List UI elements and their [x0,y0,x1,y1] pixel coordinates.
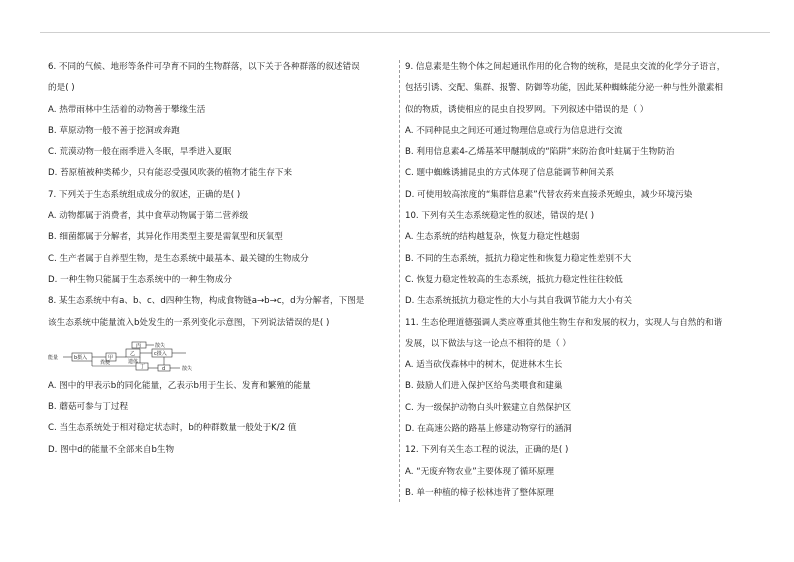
text-line: A. 热带雨林中生活着的动物善于攀缘生活 [48,104,206,115]
label-jia: 甲 [108,354,114,361]
text-line: D. 生态系统抵抗力稳定性的大小与其自我调节能力大小有关 [405,296,632,307]
text-line: B. 鼓励人们进入保护区给鸟类喂食和建巢 [405,381,563,392]
label-bing: 丙 [136,342,142,349]
text-line: B. 利用信息素4-乙烯基苯甲醚制成的“陷阱”来防治食叶蛀属于生物防治 [405,147,675,158]
energy-flow-diagram [48,339,390,377]
text-line: A. 不同种昆虫之间还可通过物理信息或行为信息进行交流 [405,125,623,136]
label-d: d [162,365,166,372]
text-line: 发展，以下做法与这一论点不相符的是（ ） [405,338,572,349]
text-line: A. 生态系统的结构越复杂，恢复力稳定性越弱 [405,232,580,243]
text-line: C. 荒漠动物一般在雨季进入冬眠，旱季进入夏眠 [48,147,232,158]
text-line: 12. 下列有关生态工程的说法，正确的是( ) [405,445,569,456]
left-column [48,62,390,466]
text-line: 11. 生态伦理道德强调人类应尊重其他生物生存和发展的权力，实现人与自然的和谐 [405,317,723,328]
column-divider [399,60,400,502]
text-line: C. 为一级保护动物白头叶猴建立自然保护区 [405,402,572,413]
text-line: D. 一种生物只能属于生态系统中的一种生物成分 [48,274,232,285]
text-line: A. 适当砍伐森林中的树木，促进林木生长 [405,360,563,371]
right-column [405,62,773,509]
label-ding: 丁 [140,363,146,370]
text-line: D. 苔原植被种类稀少，只有能忍受强风吹袭的植物才能生存下来 [48,168,293,179]
text-line: D. 图中d的能量不全部来自b生物 [48,444,175,455]
text-line: C. 生产者属于自养型生物，是生态系统中最基本、最关键的生物成分 [48,253,309,264]
text-line: A. “无废弃物农业”主要体现了循环原理 [405,466,555,477]
header-rule [40,32,770,33]
text-line: 似的物质，诱使相应的昆虫自投罗网。下列叙述中错误的是（ ） [405,104,649,115]
text-line: 10. 下列有关生态系统稳定性的叙述，错误的是( ) [405,211,595,222]
text-line: 包括引诱、交配、集群、报警、防御等功能，因此某种蜘蛛能分泌一种与性外激素相 [405,83,723,94]
text-line: B. 不同的生态系统，抵抗力稳定性和恢复力稳定性差别不大 [405,253,632,264]
text-line: A. 动物都属于消费者，其中食草动物属于第二营养级 [48,211,249,222]
label-remains: 遗体 [128,358,139,365]
text-line: D. 可使用较高浓度的“集群信息素”代替农药来直接杀死蝗虫，减少环境污染 [405,189,693,200]
text-line: 8. 某生态系统中有a、b、c、d四种生物，构成食物链a→b→c，d为分解者，下图是 [48,296,365,307]
label-energy: 能量 [48,354,59,361]
text-line: B. 细菌都属于分解者，其异化作用类型主要是需氧型和厌氧型 [48,232,283,243]
text-line: 该生态系统中能量流入b处发生的一系列变化示意图，下列说法错误的是( ) [48,317,330,328]
text-line: D. 在高速公路的路基上修建动物穿行的涵洞 [405,424,572,435]
label-feces: 粪便 [100,359,111,366]
label-dissipate-bottom: 散失 [182,365,193,372]
text-line: 7. 下列关于生态系统组成成分的叙述，正确的是( ) [48,189,241,200]
text-line: B. 蘑菇可参与丁过程 [48,402,129,413]
text-line: C. 题中蜘蛛诱捕昆虫的方式体现了信息能调节种间关系 [405,168,615,179]
text-line: B. 单一种植的樟子松林违背了整体原理 [405,487,554,498]
text-line: C. 当生态系统处于相对稳定状态时，b的种群数量一般处于K/2 值 [48,423,297,434]
text-line: B. 草原动物一般不善于挖洞或奔跑 [48,125,180,136]
label-yi: 乙 [130,350,136,357]
text-line: 的是( ) [48,83,75,94]
text-line: A. 图中的甲表示b的同化能量，乙表示b用于生长、发育和繁殖的能量 [48,380,311,391]
text-line: 6. 不同的气候、地形等条件可孕育不同的生物群落，以下关于各种群落的叙述错误 [48,62,360,72]
label-dissipate-top: 散失 [155,342,166,349]
text-line: 9. 信息素是生物个体之间起通讯作用的化合物的统称，是昆虫交流的化学分子语言， [405,62,726,72]
label-b-intake: b摄入 [74,354,88,361]
label-c-intake: c摄入 [154,350,167,357]
text-line: C. 恢复力稳定性较高的生态系统，抵抗力稳定性往往较低 [405,274,623,285]
